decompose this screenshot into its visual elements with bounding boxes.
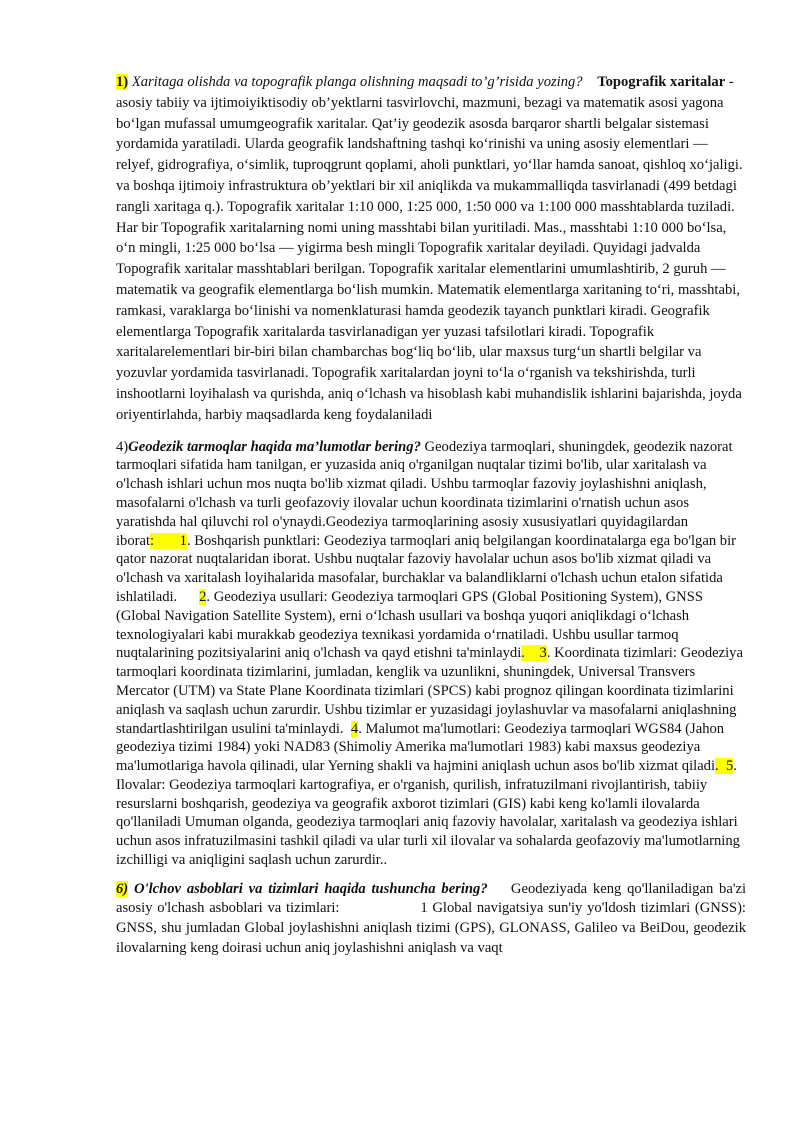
paragraph-question-4 — [116, 438, 746, 870]
spacer — [583, 74, 598, 90]
paragraph-question-1 — [116, 72, 746, 426]
question-1-number: 1) — [116, 74, 129, 90]
question-4-number: 4) — [116, 438, 129, 455]
highlight-item-4: 4 — [350, 720, 359, 737]
highlight-item-1: : 1 — [150, 532, 187, 549]
item-2-text: . Geodeziya usullari: Geodeziya tarmoqlari GPS (Global Positioning System), GNSS (Global Navigation Satellite System), erni o‘lchash usullari va boshqa yuqori aniqlikdagi o‘lchash texnologiyalari kabi murakkab geodeziya texnikasi yordamida o‘rnatiladi. Ushbu usullar tarmoq nuqtalarining pozitsiyalarini aniq o'lchash va qayd etishni ta'minlaydi — [116, 588, 703, 662]
item-1-text: . Boshqarish punktlari: Geodeziya tarmoqlari aniq belgilangan koordinatalarga ega bo'lgan bir qator nazorat nuqtalaridan iborat. Ushbu nuqtalar fazoviy havolalar uchun asos bo'lib xizmat qiladi va o'lchash va xaritalash loyihalarida masofalar, burchaklar va balandliklarni o'lchash uchun etalon sifatida ishlatiladi. — [116, 532, 740, 605]
question-4-intro: Geodeziya tarmoqlari, shuningdek, geodezik nazorat tarmoqlari sifatida ham tanilgan, er yuzasida aniq o'rganilgan nuqtalar tizimi bo'lib, ular xaritalash va o'lchash ishlari uchun mos nuqta bo'lib xizmat qiladi. Ushbu tarmoqlar fazoviy joylashishni aniqlash, masofalarni o'lchash va turli geofazoviy ilovalar uchun koordinata tizimlarini o'rnatish uchun asos yaratishda hal qiluvchi rol o'ynaydi.Geodeziya tarmoqlarining asosiy xususiyatlari quyidagilardan iborat — [116, 438, 733, 549]
highlight-item-5: . 5 — [715, 758, 734, 775]
question-6-title: O'lchov asboblari va tizimlari haqida tushuncha bering? — [128, 880, 488, 897]
highlight-item-3: . 3 — [521, 645, 547, 662]
item-3-text: . Koordinata tizimlari: Geodeziya tarmoqlari koordinata tizimlarini, jumladan, kenglik va uzunlikni, shuningdek, Universal Transvers Mercator (UTM) va State Plane Koordinata tizimlari (SPCS) kabi prognoz qilingan koordinata tizimlarini aniqlash va saqlash uchun zarurdir. Ushbu tizimlar er yuzasidagi joylashuvlar va masofalarni aniqlashning standartlashtirilgan usulini ta'minlaydi. — [116, 645, 747, 737]
paragraph-question-6 — [116, 880, 750, 958]
document-page — [116, 72, 750, 958]
question-6-number: 6) — [116, 880, 129, 897]
term-topografik-xaritalar: Topografik xaritalar — [597, 74, 726, 90]
question-4-title: Geodezik tarmoqlar haqida ma’lumotlar bering? — [128, 438, 421, 455]
item-4-text: . Malumot ma'lumotlari: Geodeziya tarmoqlari WGS84 (Jahon geodeziya tizimi 1984) yoki NAD83 (Shimoliy Amerika ma'lumotlari 1983) kabi maxsus geodeziya ma'lumotlariga havola qilinadi, ular Yerning shakli va hajmini aniqlash uchun asos bo'lib xizmat qiladi — [116, 720, 725, 775]
highlight-item-2: 2 — [199, 588, 207, 605]
question-6-body: Geodeziyada keng qo'llaniladigan ba'zi asosiy o'lchash asboblari va tizimlari: 1 Global navigatsiya sun'iy yo'ldosh tizimlari (GNSS): GNSS, shu jumladan Global joylashishni aniqlash tizimi (GPS), GLONASS, Galileo va BeiDou, geodezik ilovalarning keng doirasi uchun aniq joylashishni aniqlash va vaqt — [116, 880, 750, 956]
item-5-text: . Ilovalar: Geodeziya tarmoqlari kartografiya, er o'rganish, qurilish, infratuzilmani rivojlantirish, tabiiy resurslarni boshqarish, geodeziya va geografik axborot tizimlari (GIS) kabi keng ko'lamli ilovalarda qo'llaniladi Umuman olganda, geodeziya tarmoqlari aniq fazoviy havolalar, xaritalash va geodeziya ishlari uchun asos infratuzilmasini tashkil qiladi va ular turli xil ilovalar va sohalarda geofazoviy ma'lumotlarning izchilligi va aniqligini saqlash uchun zarurdir.. — [116, 758, 740, 869]
question-1-title: Xaritaga olishda va topografik planga olishning maqsadi to’g’risida yozing? — [128, 74, 583, 90]
question-1-body: - asosiy tabiiy va ijtimoiyiktisodiy ob’yektlarni tasvirlovchi, mazmuni, bezagi va matematik asosi yagona bo‘lgan mufassal umumgeografik xaritalar. Qat’iy geodezik asosda barqaror shartli belgalar sistemasi yordamida yaratiladi. Ularda geografik landshaftning tashqi ko‘rinishi va uning asosiy elementlari — relyef, gidrografiya, o‘simlik, tuproqgrunt qoplami, aholi punktlari, yo‘llar hamda sanoat, qishloq xo‘jaligi. va boshqa ijtimoiy infrastruktura ob’yektlari bir xil aniqlikda va mukammalliqda tasvirlanadi (499 betdagi rangli xaritaga q.). Topografik xaritalar 1:10 000, 1:25 000, 1:50 000 va 1:100 000 masshtablarda tuziladi. Har bir Topografik xaritalarning nomi uning masshtabi bilan yuritiladi. Mas., masshtabi 1:10 000 bo‘lsa, o‘n mingli, 1:25 000 bo‘lsa — yigirma besh mingli Topografik xaritalar deyiladi. Quyidagi jadvalda Topografik xaritalar masshtablari berilgan. Topografik xaritalar elementlarini umumlashtirib, 2 guruh — matematik va geografik elementlarga bo‘lish mumkin. Matematik elementlarga xaritaning to‘ri, masshtabi, ramkasi, varaklarga bo‘linishi va nomenklaturasi hamda geodezik tayanch punktlari kiradi. Geografik elementlarga Topografik xaritalarda tasvirlanadigan yer yuzasi tafsilotlari kiradi. Topografik xaritalarelementlari bir-biri bilan chambarchas bog‘liq bo‘lib, ular maxsus turg‘un shartli belgilar va yozuvlar yordamida tasvirlanadi. Topografik xaritalardan joyni to‘la o‘rganish va tekshirishda, turli inshootlarni loyihalash va qurishda, aniq o‘lchash va hisoblash kabi muhandislik ishlarini bajarishda, joyda oriyentirlahda, harbiy maqsadlarda keng foydalaniladi — [116, 74, 743, 423]
